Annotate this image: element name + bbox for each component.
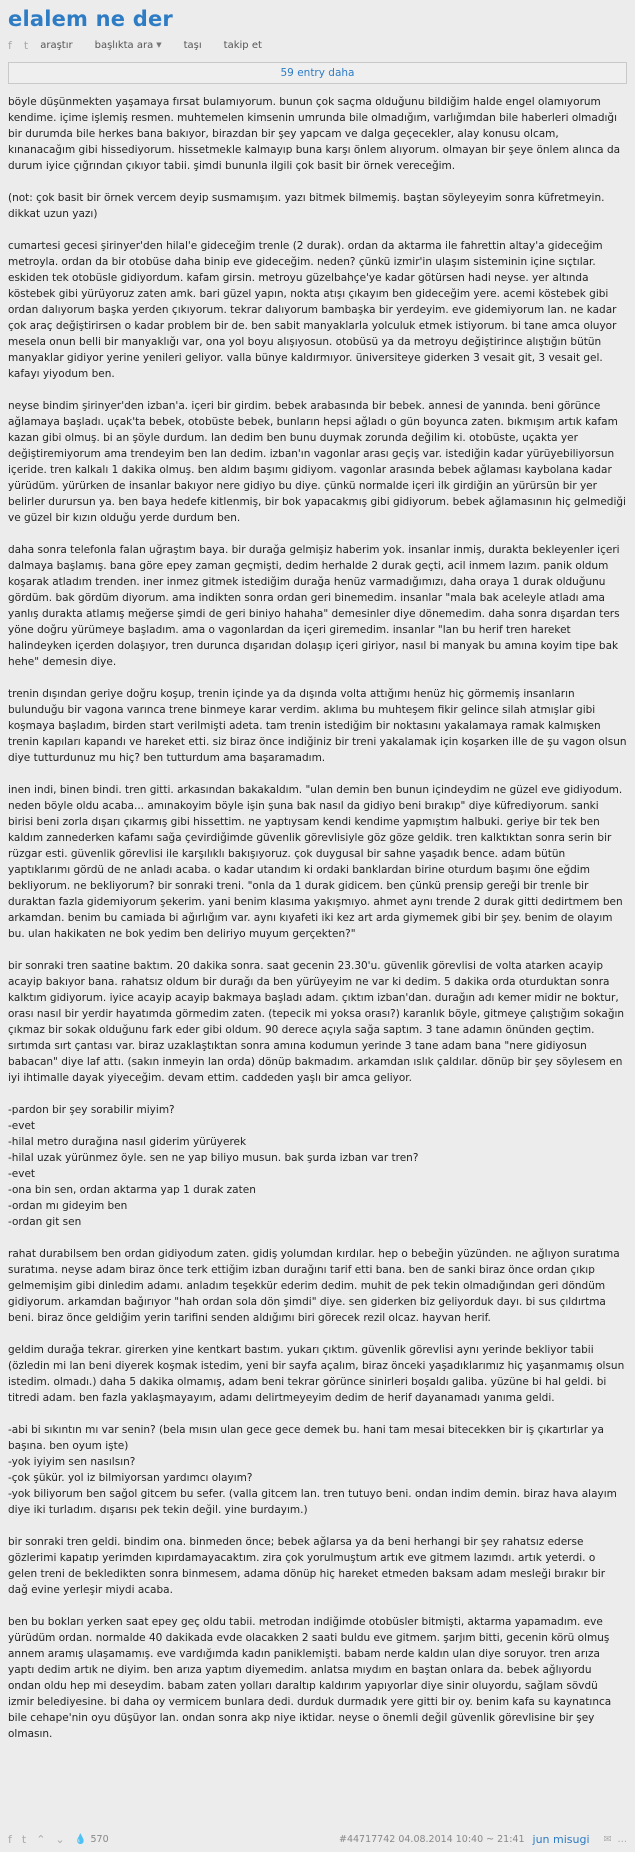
follow-link[interactable] xyxy=(224,40,262,51)
author-link[interactable]: jun misugi xyxy=(532,1832,590,1846)
twitter-icon[interactable]: t xyxy=(21,1832,27,1846)
dialogue-paragraph: -pardon bir şey sorabilir miyim? -evet -hilal metro durağına nasıl giderim yürüyerek -hilal uzak yürünmez öyle. sen ne yap biliyo musun. bak şurda izban var tren? -evet -ona bin sen, ordan aktarma yap 1 durak zaten -ordan mı gideyim ben -ordan git sen xyxy=(8,1104,419,1228)
search-link[interactable] xyxy=(40,40,72,51)
entry-paragraph: ben bu bokları yerken saat epey geç oldu tabii. metrodan indiğimde otobüsler bitmişti, aktarma yapamadım. eve yürüdüm ordan. normalde 40 dakikada evde olacakken 2 saati buldu eve gitmem. şarjım bitti, gecenin körü olmuş annem aramış ulaşamamış. eve vardığımda kadın paniklemişti. babam nerde kaldın ulan diye soruyor. tren arıza yaptı dedim artık ne diyim. ben arıza yaptım diyemedim. anlatsa mıydım en baştan onlara da. bebek ağlıyordu ondan oldu hep mi deseydim. babam zaten yolları daraltıp kaldırım yapıyorlar diye sinir oluyordu, sağlam sövdü izmir belediyesine. bi daha oy vermicem bunlara dedi. durduk durmadık yere gitti bir oy. benim kafa su kaynatınca bile cehape'nin oyu düşüyor lan. ondan sonra akp niye iktidar. neyse o önemli değil güvenlik görevlisine bir şey olmasın. xyxy=(8,1616,612,1740)
dialogue-paragraph: -abi bi sıkıntın mı var senin? (bela mısın ulan gece gece demek bu. hani tam mesai bitecekken bir iş çıkartırlar ya başına. ben oyum işte) -yok iyiyim sen nasılsın? -çok şükür. yol iz bilmiyorsan yardımcı olayım? -yok biliyorum ben sağol gitcem bu sefer. (valla gitcem lan. tren tutuyo beni. ondan indim demin. biraz hava alayım diye iki turladım. dışarısı pek tekin değil. yine burdayım.) xyxy=(8,1424,617,1516)
entry-paragraph: (not: çok basit bir örnek vercem deyip susmamışım. yazı bitmek bilmemiş. baştan söyleyeyim sonra küfretmeyin. dikkat uzun yazı) xyxy=(8,192,605,220)
entry-paragraph: rahat durabilsem ben ordan gidiyodum zaten. gidiş yolumdan kırdılar. hep o bebeğin yüzünden. ne ağlıyon suratıma suratıma. neyse adam biraz önce terk ettiğim izban durağını tarif etti bana. ben de sanki biraz önce ordan çıkıp gelmemişim gibi dinledim adamı. anladım teşekkür ederim dedim. muhit de pek tekin olmadığından geri döndüm gidiyorum. arkamdan bağırıyor "hah ordan sola dön şimdi" diye. sen giderken biz geliyorduk dayı. bi sus çıldırtma beni. biraz önce geldiğim yerin tarifini senden aldığımı biri görecek rezil olcaz. hayvan herif. xyxy=(8,1248,620,1324)
follow-label: takip et xyxy=(223,39,262,51)
entry-paragraph: daha sonra telefonla falan uğraştım baya. bir durağa gelmişiz haberim yok. insanlar inmiş, durakta bekleyenler içeri dalmaya başlamış. bana göre epey zaman geçmişti, dedim herhalde 2 durak geçti, acil inmem lazım. panik oldum koşarak atladım trenden. iner inmez gitmek istediğim durağa henüz varmadığımızı, daha oraya 1 durak olduğunu gördüm. bak gördüm diyorum. ama indikten sonra ordan geri binemedim. insanlar "mala bak aceleyle atladı ama yanlış durakta atlamış meğerse şimdi de geri biniyo hahaha" demesinler diye dönemedim. daha sonra dışardan ters yöne doğru yürümeye başladım. ama o vagonlardan da içeri giremedim. insanlar "lan bu herif tren hareket halindeyken içerden dolaşıyor, tren durunca dışarıdan dolaşıp içeri giriyor, nasıl bi manyak bu amına koyim tipe bak hehe" demesin diye. xyxy=(8,544,620,668)
favorite-count[interactable]: 570 xyxy=(90,1833,109,1845)
move-link[interactable] xyxy=(184,40,202,51)
entry-id-date[interactable]: #44717742 04.08.2014 10:40 ~ 21:41 xyxy=(339,1833,525,1845)
more-options-icon[interactable]: … xyxy=(617,1833,627,1845)
more-entries-button[interactable]: 59 entry daha xyxy=(8,62,627,84)
twitter-icon[interactable]: t xyxy=(23,38,29,52)
facebook-icon[interactable]: f xyxy=(8,38,12,52)
entry-paragraph: bir sonraki tren geldi. bindim ona. binmeden önce; bebek ağlarsa ya da beni herhangi bir şey rahatsız ederse gözlerimi kapatıp yerimden kıpırdamayacaktım. zira çok yorulmuştum artık eve gitmem lazımdı. artık yeterdi. o gelen treni de bekledikten sonra binmesem, adama dönüp hiç hareket etmeden baksam adam mesleği bırakır bir dağ evine yerleşir miydi acaba. xyxy=(8,1536,606,1596)
downvote-icon[interactable]: ⌄ xyxy=(55,1832,65,1846)
search-label: araştır xyxy=(40,39,73,51)
page-title[interactable]: elalem ne der xyxy=(8,7,173,31)
entry-content xyxy=(8,94,627,1814)
message-icon[interactable]: ✉ xyxy=(603,1833,612,1845)
entry-footer xyxy=(0,1826,635,1852)
search-in-title-label: başlıkta ara xyxy=(94,39,154,51)
entry-paragraph: geldim durağa tekrar. girerken yine kentkart bastım. yukarı çıktım. güvenlik görevlisi aynı yerinde bekliyor tabii (özledin mi lan beni diyerek koşmak istedim, yeni bir sayfa açalım, biraz önceki yaşadıklarımız hiç yaşanmamış olsun istedim. olmadı.) daha 5 dakika olmamış, adam beni tekrar görünce sinirleri boşaldı galiba. yüzüne bi hal geldi. bi titredi adam. ben fazla yaklaşmayayım, adamı delirtmeyeyim dedim de herif dayanamadı yanıma geldi. xyxy=(8,1344,625,1404)
upvote-icon[interactable]: ⌃ xyxy=(36,1832,46,1846)
entry-paragraph: neyse bindim şirinyer'den izban'a. içeri bir girdim. bebek arabasında bir bebek. annesi de yanında. beni görünce ağlamaya başladı. uçak'ta bebek, otobüste bebek, bunların hepsi ağladı o gün boyunca zaten. bıkmışım artık kafam kazan gibi olmuş. bi an şöyle durdum. lan dedim ben bunu duymak zorunda değilim ki. otobüste, uçakta yer değiştiremiyorum ama trendeyim ben lan dedim. izban'ın vagonlar arası geçiş var. istediğin kadar yürüyebiliyorsun içeride. tren kalkalı 1 dakika olmuş. ben aldım başımı gidiyom. vagonlar arasında bebek ağlaması kaybolana kadar yürüdüm. yürürken de insanlar bakıyor nere gidiyo bu diye. çünkü normalde içeri ilk girdiğin an yürürsün bir yer belirler durursun ya. ben baya hedefe kitlenmiş, bir bok yapacakmış gibi gidiyorum. bebek ağlamasının hiç gelmediği ve güzel bir kızın olduğu yerde durdum ben. xyxy=(8,400,626,524)
subnav xyxy=(8,34,627,56)
entry-paragraph: böyle düşünmekten yaşamaya fırsat bulamıyorum. bunun çok saçma olduğunu bildiğim halde engel olamıyorum kendime. içime işlemiş resmen. muhtemelen kimsenin umrunda bile olmadığım, varlığımdan bile haberleri olmadığı bir durumda bile herkes bana bakıyor, birazdan bir şey yapcam ve dalga geçecekler, alay konusu olcam, kınanacağım gibi hissediyorum. hissetmekle kalmayıp buna karşı önlem alıyorum. olmayan bir şeye önlem alınca da durum iyice çığrından çıkıyor tabii. şimdi bununla ilgili çok basit bir örnek vereceğim. xyxy=(8,96,621,172)
entry-paragraph: trenin dışından geriye doğru koşup, trenin içinde ya da dışında volta attığımı henüz hiç görmemiş insanların bulunduğu bir vagona varınca trene binmeye karar verdim. aklıma bu muhteşem fikir gelince silah atmışlar gibi koşmaya başladım, birden start verilmişti adeta. tam trenin istediğim bir noktasını yakalamaya ramak kalmışken trenin kapıları kapandı ve hareket etti. siz biraz önce indiğiniz bir treni yakalamak için koşarken ille de şu vagon olsun diye tutturdunuz mu hiç? ben tutturdum ama başaramadım. xyxy=(8,688,627,764)
move-label: taşı xyxy=(183,39,202,51)
facebook-icon[interactable]: f xyxy=(8,1832,12,1846)
chevron-down-icon: ▼ xyxy=(156,41,162,49)
favorite-icon[interactable]: 💧 xyxy=(74,1833,87,1845)
entry-paragraph: cumartesi gecesi şirinyer'den hilal'e gideceğim trenle (2 durak). ordan da aktarma ile fahrettin altay'a gideceğim metroyla. ordan da bir otobüse daha binip eve gideceğim. neden? çünkü izmir'in ulaşım sisteminin içine sıçtılar. eskiden tek otobüsle gidiyordum. kafam girsin. metroyu güzelbahçe'ye kadar götürsen hadi neyse. yer altında köstebek gibi yürüyoruz zaten amk. bari güzel yapın, nokta atışı çıkayım ben gideceğim yere. acemi köstebek gibi ordan dalıyorum başka yerden çıkıyorum. tekrar dalıyorum bambaşka bir yerdeyim. eve gidemiyorum lan. ne kadar çok araç değiştirirsen o kadar problem bir de. ben sabit manyaklarla yolculuk etmek istiyorum. bi tane amca oluyor mesela onun belli bir manyaklığı var, ona yol boyu alışıyosun. otobüsü ya da metroyu değiştirince alıştığın bütün manyaklar gidiyor yerine yenileri geliyor. valla bünye kaldırmıyor. üniversiteye giderken 3 vesait git, 3 vesait gel. kafayı yiyodum ben. xyxy=(8,240,617,380)
entry-paragraph: inen indi, binen bindi. tren gitti. arkasından bakakaldım. "ulan demin ben bunun içindeydim ne güzel eve gidiyodum. neden böyle oldu acaba... amınakoyim böyle işin şuna bak nasıl da gidiyo beni bırakıp" diye küfrediyorum. sanki birisi beni zorla dışarı çıkarmış gibi hissettim. ne yaptıysam kendi kendime yapmıştım halbuki. geriye bir tek ben kaldım zannederken kafamı sağa çevirdiğimde güvenlik görevlisiyle göz göze geldik. tren kalktıktan sonra serin bir rüzgar esti. güvenlik görevlisi ile karşılıklı bakışıyoruz. çok duygusal bir sahne yaşadık bence. adam bütün yaptıklarımı gördü de ne anladı acaba. o kadar utandım ki ordaki banklardan birine oturdum başımı öne eğdim bekliyorum. ne bekliyorum? bir sonraki treni. "onla da 1 durak gidicem. ben çünkü prensip gereği bir trenle bir duraktan fazla gidemiyorum şekerim. yani benim klasıma yakışmıyo. ahmet aynı trende 2 durak gitti dedirtmem ben arkamdan. benim bu camiada bi ağırlığım var. aynı kıyafeti iki kez art arda giymemek gibi bir şey. benim de olayım bu. ulan hakikaten ne bok yedim ben deliriyo muyum gerçekten?" xyxy=(8,784,623,940)
entry-paragraph: bir sonraki tren saatine baktım. 20 dakika sonra. saat gecenin 23.30'u. güvenlik görevlisi de volta atarken acayip acayip bakıyor bana. rahatsız oldum bir durağı da ben yürüyeyim ne var ki dedim. 5 dakika orda oturduktan sonra kalktım gidiyorum. iyice acayip acayip bakmaya başladı adam. çıktım izban'dan. durağın adı kemer midir ne boktur, orası nasıl bir yerdir hayatımda görmedim zaten. (tepecik mi yoksa orası?) karanlık böyle, gitmeye çalıştığım sokağın çıkmaz bir sokak olduğunu fark eder gibi oldum. 90 derece açıyla sağa saptım. 3 tane adamın önünden geçtim. sırtımda sırt çantası var. biraz uzaklaştıktan sonra amına kodumun yerinde 3 tane adam bana "nere gidiyosun babacan" diye laf attı. (sakın inmeyin lan orda) dönüp bakmadım. arkamdan ıslık çaldılar. dönüp bir şey söylesem en iyi ihtimalle dayak yiyeceğim. devam ettim. caddeden yaşlı bir amca geliyor. xyxy=(8,960,625,1084)
search-in-title-dropdown[interactable] xyxy=(95,40,162,51)
